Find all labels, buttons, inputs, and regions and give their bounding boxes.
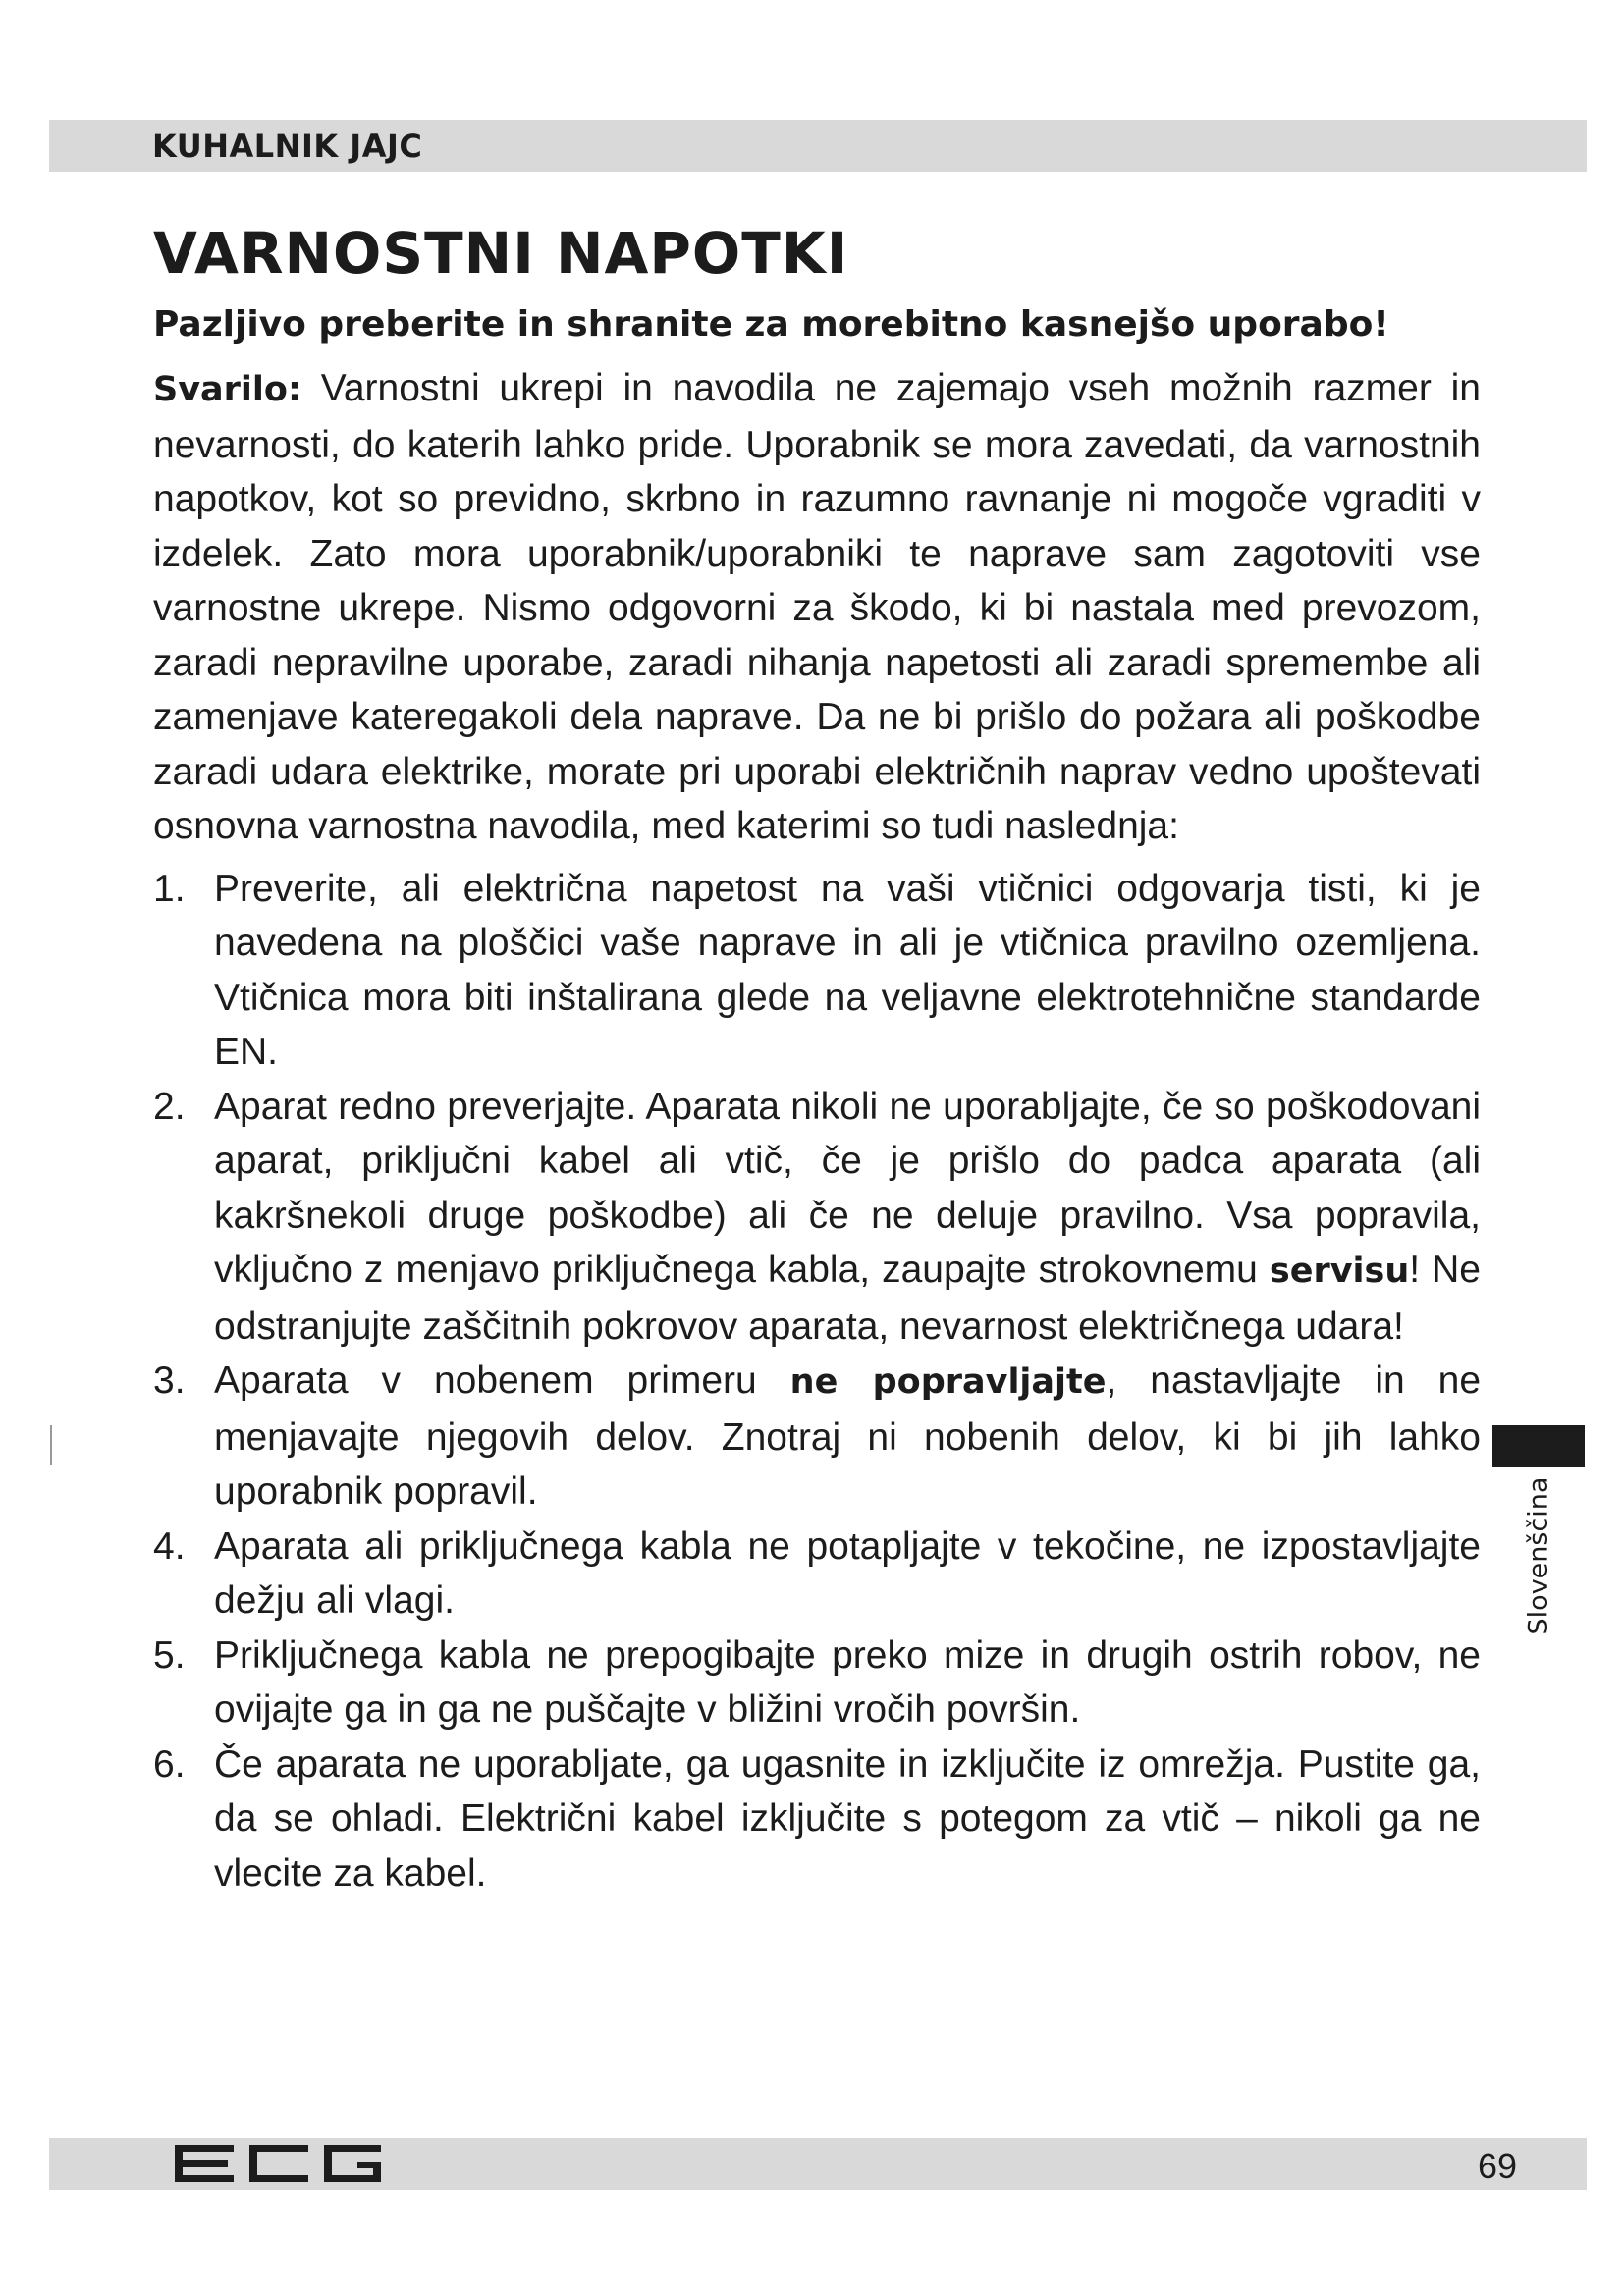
list-item-text: Aparat redno preverjajte. Aparata nikoli ne uporabljajte, če so poškodovani aparat, priključni kabel ali vtič, če je prišlo do padca aparata (ali kakršnekoli druge poškodbe) ali če ne deluje pravilno. Vsa popravila, vključno z menjavo priključnega kabla, zaupajte strokovnemu bbox=[214, 1085, 1481, 1291]
margin-mark bbox=[50, 1425, 52, 1465]
list-item-bold: servisu bbox=[1269, 1252, 1410, 1291]
list-item bbox=[153, 862, 1481, 1080]
language-tab bbox=[1492, 1425, 1585, 1467]
footer-bar bbox=[49, 2138, 1587, 2190]
language-label: Slovenščina bbox=[1523, 1476, 1554, 1635]
list-item-number: 2. bbox=[153, 1085, 186, 1128]
list-item-text: Aparata ali priključnega kabla ne potapljajte v tekočine, ne izpostavljajte dežju ali vlagi. bbox=[214, 1524, 1481, 1622]
header-bar bbox=[49, 120, 1587, 172]
list-item bbox=[153, 1737, 1481, 1901]
safety-list bbox=[153, 862, 1481, 1901]
page-number: 69 bbox=[1478, 2146, 1518, 2186]
list-item-text: ! Ne odstranjujte zaščitnih pokrovov aparata, nevarnost električnega udara! bbox=[214, 1249, 1481, 1348]
page-title: VARNOSTNI NAPOTKI bbox=[153, 220, 849, 287]
warning-paragraph bbox=[153, 361, 1481, 854]
list-item-text: Če aparata ne uporabljate, ga ugasnite in izključite iz omrežja. Pustite ga, da se ohladi. Električni kabel izključite s potegom za vtič – nikoli ga ne vlecite za kabel. bbox=[214, 1742, 1481, 1895]
list-item bbox=[153, 1629, 1481, 1737]
warning-label: Svarilo: bbox=[153, 370, 301, 409]
list-item-bold: ne popravljajte bbox=[789, 1362, 1107, 1402]
main-content bbox=[153, 214, 1481, 1900]
list-item bbox=[153, 1080, 1481, 1355]
list-item-number: 6. bbox=[153, 1742, 186, 1786]
list-item-text: Aparata v nobenem primeru bbox=[214, 1360, 790, 1402]
list-item bbox=[153, 1354, 1481, 1520]
warning-text: Varnostni ukrepi in navodila ne zajemajo vseh možnih razmer in nevarnosti, do katerih lahko pride. Uporabnik se mora zavedati, da varnostnih napotkov, kot so previdno, skrbno in razumno ravnanje ni mogoče vgraditi v izdelek. Zato mora uporabnik/uporabniki te naprave sam zagotoviti vse varnostne ukrepe. Nismo odgovorni za škodo, ki bi nastala med prevozom, zaradi nepravilne uporabe, zaradi nihanja napetosti ali zaradi spremembe ali zamenjave kateregakoli dela naprave. Da ne bi prišlo do požara ali poškodbe zaradi udara elektrike, morate pri uporabi električnih naprav vedno upoštevati osnovna varnostna navodila, med katerimi so tudi naslednja: bbox=[153, 367, 1481, 847]
list-item-text: Preverite, ali električna napetost na vaši vtičnici odgovarja tisti, ki je navedena na ploščici vaše naprave in ali je vtičnica pravilno ozemljena. Vtičnica mora biti inštalirana glede na veljavne elektrotehnične standarde EN. bbox=[214, 867, 1481, 1073]
list-item-text: Priključnega kabla ne prepogibajte preko mize in drugih ostrih robov, ne ovijajte ga in ga ne puščajte v bližini vročih površin. bbox=[214, 1633, 1481, 1731]
list-item-text: , nastavljajte in ne menjavajte njegovih delov. Znotraj ni nobenih delov, ki bi jih lahko uporabnik popravil. bbox=[214, 1360, 1482, 1513]
list-item-number: 5. bbox=[153, 1633, 186, 1677]
ecg-logo bbox=[171, 2143, 383, 2184]
page-subtitle: Pazljivo preberite in shranite za morebitno kasnejšo uporabo! bbox=[153, 304, 1389, 345]
list-item-number: 4. bbox=[153, 1524, 186, 1568]
list-item-number: 1. bbox=[153, 867, 186, 910]
list-item bbox=[153, 1520, 1481, 1629]
header-title: KUHALNIK JAJC bbox=[152, 128, 423, 165]
list-item-number: 3. bbox=[153, 1360, 186, 1402]
